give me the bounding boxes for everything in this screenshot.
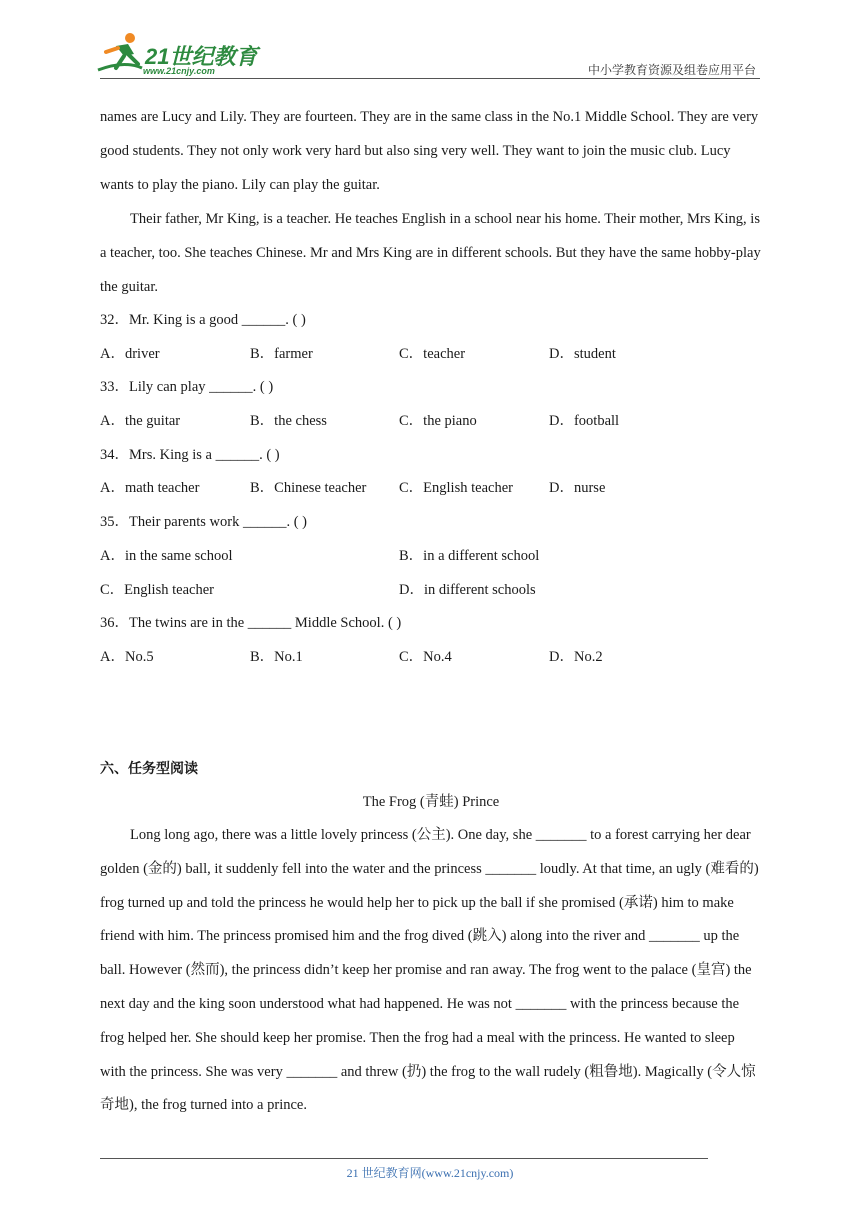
logo-text: 21世纪教育 [145, 44, 258, 69]
question-36-options [100, 641, 762, 675]
option-b[interactable]: B．in a different school [399, 547, 540, 564]
header-platform-text: 中小学教育资源及组卷应用平台 [587, 63, 756, 77]
logo-url: www.21cnjy.com [143, 66, 215, 76]
footer-divider [100, 1158, 708, 1159]
question-34-options [100, 472, 762, 506]
question-32-stem: 32．Mr. King is a good ______. ( ) [100, 312, 306, 328]
option-d[interactable]: D．student [549, 345, 616, 362]
option-d[interactable]: D．in different schools [399, 581, 536, 598]
question-35-options-row-2 [100, 574, 762, 608]
story-body: Long long ago, there was a little lovely princess (公主). One day, she _______ to a forest carrying her dear golden (金的) ball, it suddenly fell into the water and the princess _______ loudly. At that time, an ugly (难看的) frog turned up and told the princess he would help her to pick up the ball if she promised (承诺) him to make friend with him. The princess promised him and the frog dived (跳入) along into the river and _______ up the ball. However (然而), the princess didn’t keep her promise and ran away. The frog went to the palace (皇宫) the next day and the king soon understood what had happened. He was not _______ with the princess because the frog helped her. She should keep her promise. Then the frog had a meal with the princess. He wanted to sleep with the princess. She was very _______ and threw (扔) the frog to the wall rudely (粗鲁地). Magically (令人惊奇地), the frog turned into a prince. [100, 827, 759, 1114]
option-c[interactable]: C．the piano [399, 413, 477, 430]
passage-paragraph-2: Their father, Mr King, is a teacher. He teaches English in a school near his home. Their mother, Mrs King, is a teacher, too. She teaches Chinese. Mr and Mrs King are in different schools. But they have the same hobby-play the guitar. [100, 211, 761, 295]
option-b[interactable]: B．the chess [250, 413, 327, 430]
option-a[interactable]: A．driver [100, 345, 160, 362]
option-c[interactable]: C．teacher [399, 345, 466, 362]
option-c[interactable]: C．No.4 [399, 648, 452, 665]
question-32-options [100, 338, 762, 372]
option-a[interactable]: A．in the same school [100, 547, 233, 564]
option-a[interactable]: A．math teacher [100, 480, 200, 497]
option-d[interactable]: D．football [549, 413, 620, 430]
option-a[interactable]: A．No.5 [100, 648, 154, 665]
question-33-stem: 33．Lily can play ______. ( ) [100, 379, 274, 396]
option-b[interactable]: B．No.1 [250, 648, 303, 665]
question-36-stem: 36．The twins are in the ______ Middle School. ( ) [100, 615, 402, 632]
option-d[interactable]: D．No.2 [549, 648, 603, 665]
option-c[interactable]: C．English teacher [100, 581, 214, 598]
question-35-options-row-1 [100, 540, 762, 574]
option-b[interactable]: B．farmer [250, 345, 313, 362]
question-34-stem: 34．Mrs. King is a ______. ( ) [100, 446, 280, 463]
reading-passage [100, 100, 762, 675]
footer-link[interactable]: 21 世纪教育网(www.21cnjy.com) [346, 1166, 514, 1180]
story-title: The Frog (青蛙) Prince [362, 794, 500, 810]
question-33-options [100, 405, 762, 439]
option-a[interactable]: A．the guitar [100, 413, 181, 430]
passage-paragraph-1: names are Lucy and Lily. They are fourteen. They are in the same class in the No.1 Middle School. They are very good students. They not only work very hard but also sing very well. They want to join the music club. Lucy wants to play the piano. Lily can play the guitar. [100, 109, 759, 193]
section-heading: 六、任务型阅读 [100, 761, 198, 777]
question-35-stem: 35．Their parents work ______. ( ) [100, 514, 307, 531]
option-d[interactable]: D．nurse [549, 480, 606, 497]
story-passage [100, 785, 762, 1123]
page-header [0, 0, 860, 80]
option-c[interactable]: C．English teacher [399, 480, 513, 497]
option-b[interactable]: B．Chinese teacher [250, 480, 367, 497]
header-divider [100, 78, 760, 79]
